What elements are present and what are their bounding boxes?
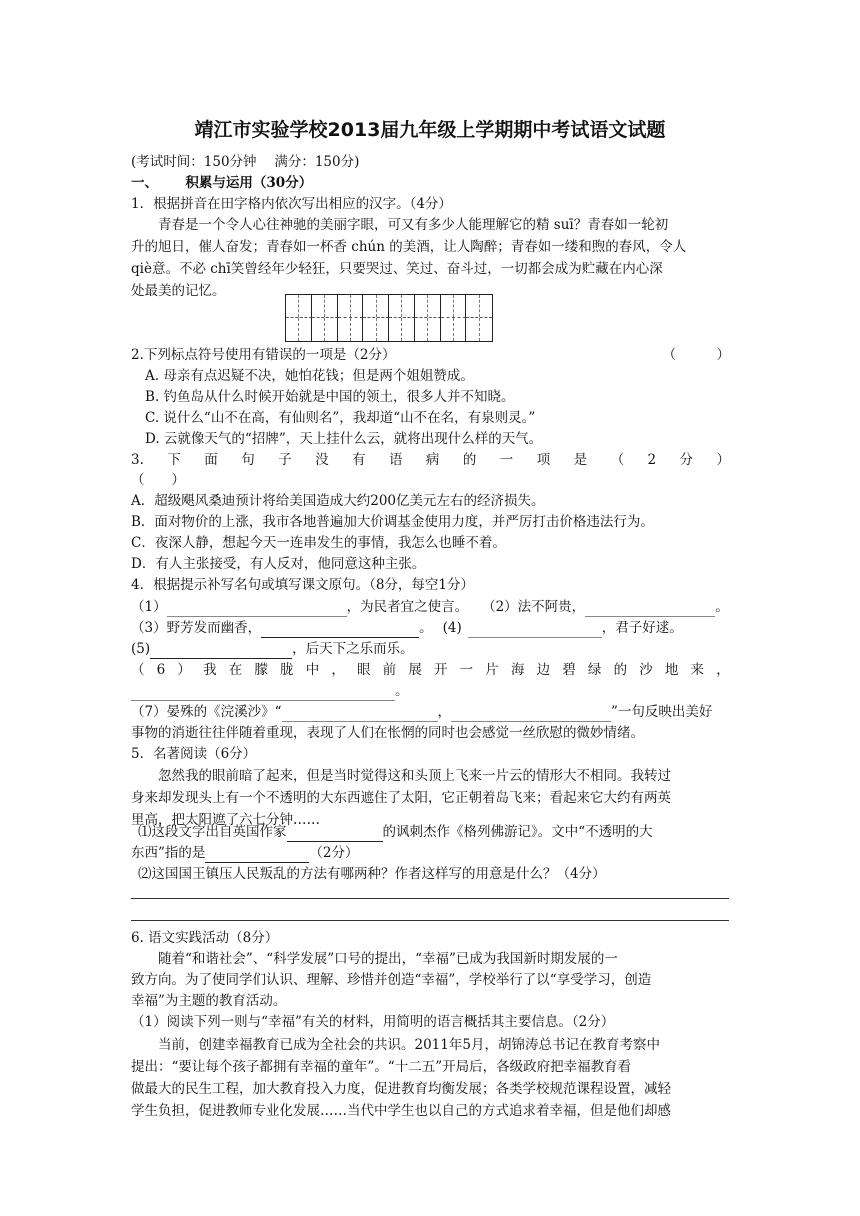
q3-stem-char: 子 bbox=[278, 452, 292, 468]
q3-stem-char: 病 bbox=[425, 452, 440, 468]
q3-stem-char: 2 bbox=[647, 452, 657, 468]
q4-label: （3）野芳发而幽香， bbox=[131, 620, 262, 636]
section-number: 一、 bbox=[131, 175, 158, 191]
q3-stem bbox=[131, 450, 730, 470]
q4-blank[interactable] bbox=[585, 601, 715, 617]
answer-line[interactable] bbox=[131, 920, 729, 921]
q3-stem-char: 一 bbox=[499, 452, 514, 468]
q4-blank[interactable] bbox=[150, 643, 292, 659]
q4-char: ， bbox=[716, 662, 730, 678]
q3-stem-char: 面 bbox=[204, 452, 218, 468]
q3-stem-char: 3. bbox=[131, 452, 144, 468]
exam-info: (考试时间：150分钟 满分：150分) bbox=[131, 154, 360, 170]
q4-label: （1） bbox=[131, 599, 167, 615]
q3-stem-char: 有 bbox=[352, 452, 366, 468]
q6-material-line: 学生负担，促进教师专业化发展……当代中学生也以自己的方式追求着幸福，但是他们却感 bbox=[131, 1103, 671, 1119]
q2-stem: 2.下列标点符号使用有错误的一项是（2分） bbox=[131, 347, 396, 363]
q4-char: （ bbox=[131, 662, 145, 678]
q3-option-c: C．夜深人静，想起今天一连串发生的事情，我怎么也睡不着。 bbox=[131, 535, 506, 551]
q4-char: 绿 bbox=[587, 662, 602, 678]
q4-text: 。 bbox=[419, 620, 433, 636]
q4-label: (5) bbox=[131, 641, 151, 657]
q5-passage-line: 里高，把太阳遮了六七分钟…… bbox=[131, 812, 320, 828]
q5-text: 的讽刺杰作《格列佛游记》。文中“不透明的大 bbox=[382, 824, 653, 840]
q4-text: （2）法不阿贵， bbox=[482, 599, 586, 615]
q3-option-b: B．面对物价的上涨，我市各地普遍加大价调基金使用力度，并严厉打击价格违法行为。 bbox=[131, 514, 654, 530]
q4-char: 中 bbox=[305, 662, 320, 678]
grid-cell[interactable] bbox=[415, 318, 441, 341]
grid-cell[interactable] bbox=[338, 318, 364, 341]
grid-cell[interactable] bbox=[466, 318, 492, 341]
q2-option-d: D. 云就像天气的“招牌”，天上挂什么云，就将出现什么样的天气。 bbox=[145, 431, 543, 447]
exam-title: 靖江市实验学校2013届九年级上学期期中考试语文试题 bbox=[194, 119, 666, 141]
q4-char: 展 bbox=[408, 662, 422, 678]
q4-blank[interactable] bbox=[261, 622, 419, 638]
q4-char: 前 bbox=[382, 662, 397, 678]
q4-char: 边 bbox=[536, 662, 551, 678]
q6-material-line: 提出：“要让每个孩子都拥有幸福的童年”。“十二五”开局后，各级政府把幸福教育看 bbox=[131, 1059, 632, 1075]
grid-cell[interactable] bbox=[466, 295, 492, 318]
q3-stem-char: 是 bbox=[573, 452, 588, 468]
q1-passage-line: qiè意。不必 chī笑曾经年少轻狂，只要哭过、笑过、奋斗过，一切都会成为贮藏在内心深 bbox=[131, 261, 663, 277]
q4-char: 胧 bbox=[280, 662, 294, 678]
q4-char: 一 bbox=[459, 662, 474, 678]
q4-stem: 4．根据提示补写名句或填写课文原句。（8分，每空1分） bbox=[131, 577, 475, 593]
q4-blank[interactable] bbox=[167, 601, 347, 617]
q1-stem: 1．根据拼音在田字格内依次写出相应的汉字。（4分） bbox=[131, 196, 452, 212]
q5-text: （2分） bbox=[309, 845, 359, 861]
q6-material-line: 做最大的民生工程，加大教育投入力度，促进教育均衡发展；各类学校规范课程设置，减轻 bbox=[131, 1081, 671, 1097]
section-title: 积累与运用（30分） bbox=[185, 175, 313, 191]
grid-cell[interactable] bbox=[338, 295, 364, 318]
q4-line-1 bbox=[131, 597, 730, 617]
grid-cell[interactable] bbox=[312, 295, 338, 318]
q5-sub1-cont bbox=[131, 843, 730, 863]
q3-option-a: A．超级飓风桑迪预计将给美国造成大约200亿美元左右的经济损失。 bbox=[131, 493, 545, 509]
q4-blank[interactable] bbox=[282, 706, 438, 722]
q3-option-d: D．有人主张接受，有人反对，他同意这种主张。 bbox=[131, 556, 426, 572]
grid-cell[interactable] bbox=[441, 295, 467, 318]
grid-cell[interactable] bbox=[389, 318, 415, 341]
q3-stem-char: （ bbox=[610, 452, 625, 468]
q4-char: 眼 bbox=[357, 662, 371, 678]
q5-text: 东西”指的是 bbox=[131, 845, 206, 861]
q3-stem-char: 的 bbox=[462, 452, 477, 468]
q5-passage-line: 忽然我的眼前暗了起来，但是当时觉得这和头顶上飞来一片云的情形大不相同。我转过 bbox=[131, 768, 671, 784]
q4-char: ） bbox=[177, 662, 191, 678]
q5-sub2: ⑵这国国王镇压人民叛乱的方法有哪两种？作者这样写的用意是什么？（4分） bbox=[138, 866, 606, 882]
q6-sub1: （1）阅读下列一则与“幸福”有关的材料，用简明的语言概括其主要信息。（2分） bbox=[131, 1014, 615, 1030]
q1-passage-line: 处最美的记忆。 bbox=[131, 283, 226, 299]
q4-char: ， bbox=[331, 662, 345, 678]
q4-char: 在 bbox=[228, 662, 243, 678]
grid-cell[interactable] bbox=[415, 295, 441, 318]
q4-text: ，为民者宜之使言。 bbox=[346, 599, 469, 615]
q4-text: ”一句反映出美好 bbox=[611, 704, 713, 720]
q6-material-line: 当前，创建幸福教育已成为全社会的共识。2011年5月，胡锦涛总书记在教育考察中 bbox=[131, 1037, 660, 1053]
q5-blank[interactable] bbox=[205, 847, 309, 863]
q4-blank[interactable] bbox=[131, 685, 395, 701]
grid-cell[interactable] bbox=[312, 318, 338, 341]
q2-option-b: B. 钓鱼岛从什么时候开始就是中国的领土，很多人并不知晓。 bbox=[145, 389, 515, 405]
grid-cell[interactable] bbox=[286, 318, 312, 341]
q2-option-a: A. 母亲有点迟疑不决，她怕花钱；但是两个姐姐赞成。 bbox=[145, 368, 474, 384]
q4-char: 来 bbox=[690, 662, 705, 678]
grid-cell[interactable] bbox=[441, 318, 467, 341]
q1-passage-line: 青春是一个令人心往神驰的美丽字眼，可又有多少人能理解它的精 suī？青春如一轮初 bbox=[131, 217, 669, 233]
section-heading bbox=[131, 173, 730, 193]
q6-stem: 6. 语文实践活动（8分） bbox=[131, 930, 279, 946]
q2-stem-line bbox=[131, 345, 730, 365]
q4-char: 开 bbox=[433, 662, 448, 678]
q4-text: 。 bbox=[395, 683, 409, 699]
q4-label: (4) bbox=[442, 620, 462, 636]
q4-text: ，君子好逑。 bbox=[601, 620, 683, 636]
tianzige-grid bbox=[285, 294, 493, 342]
q2-option-c: C. 说什么“山不在高，有仙则名”，我却道“山不在名，有泉则灵。” bbox=[145, 410, 536, 426]
q6-intro-line: 致方向。为了使同学们认识、理解、珍惜并创造“幸福”，学校举行了以“享受学习，创造 bbox=[131, 972, 652, 988]
q3-stem-char: 没 bbox=[315, 452, 329, 468]
q3-stem-char: 句 bbox=[241, 452, 255, 468]
grid-cell[interactable] bbox=[286, 295, 312, 318]
q4-char: 海 bbox=[510, 662, 525, 678]
q4-char: 地 bbox=[664, 662, 679, 678]
q3-stem-char: ） bbox=[716, 452, 730, 468]
q4-char: 沙 bbox=[639, 662, 653, 678]
q5-stem: 5．名著阅读（6分） bbox=[131, 746, 257, 762]
q5-blank[interactable] bbox=[287, 826, 383, 842]
q1-passage-line: 升的旭日，催人奋发；青春如一杯香 chún 的美酒，让人陶醉；青春如一缕和煦的春风，令人 bbox=[131, 239, 687, 255]
q4-line-2 bbox=[131, 618, 730, 638]
q2-answer-paren[interactable]: （ ） bbox=[662, 347, 730, 363]
q4-text: ， bbox=[437, 704, 451, 720]
q4-line-4-cont bbox=[131, 681, 730, 701]
q4-blank[interactable] bbox=[451, 706, 611, 722]
q3-stem-char: 分 bbox=[679, 452, 694, 468]
q6-intro-line: 幸福”为主题的教育活动。 bbox=[131, 993, 287, 1009]
q4-char: 朦 bbox=[254, 662, 268, 678]
q4-char: 的 bbox=[613, 662, 628, 678]
q6-intro-line: 随着“和谐社会”、“科学发展”口号的提出，“幸福”已成为我国新时期发展的一 bbox=[131, 951, 618, 967]
answer-line[interactable] bbox=[131, 898, 729, 899]
grid-cell[interactable] bbox=[363, 318, 389, 341]
q4-line-4 bbox=[131, 660, 730, 680]
q4-blank[interactable] bbox=[468, 622, 602, 638]
q3-stem-char: 项 bbox=[536, 452, 551, 468]
q4-char: 6 bbox=[156, 662, 166, 678]
q3-answer-paren[interactable]: （ ） bbox=[131, 472, 185, 488]
q5-passage-line: 身来却发现头上有一个不透明的大东西遮住了太阳，它正朝着岛飞来；看起来它大约有两英 bbox=[131, 790, 671, 806]
grid-cell[interactable] bbox=[363, 295, 389, 318]
q4-text: （7）晏殊的《浣溪沙》“ bbox=[131, 704, 282, 720]
q4-char: 碧 bbox=[562, 662, 576, 678]
q3-stem-char: 下 bbox=[167, 452, 181, 468]
grid-cell[interactable] bbox=[389, 295, 415, 318]
q5-text: ⑴这段文字出自英国作家 bbox=[138, 824, 287, 840]
q4-text: 。 bbox=[715, 599, 729, 615]
q4-char: 我 bbox=[203, 662, 217, 678]
q5-sub1 bbox=[138, 822, 730, 842]
q3-stem-char: 语 bbox=[388, 452, 403, 468]
q4-line-5-cont: 事物的消逝往往伴随着重现，表现了人们在怅惘的同时也会感觉一丝欣慰的微妙情绪。 bbox=[131, 725, 644, 741]
q4-char: 片 bbox=[485, 662, 499, 678]
q4-text: ，后天下之乐而乐。 bbox=[292, 641, 414, 657]
q4-line-3 bbox=[131, 639, 730, 659]
q4-line-5 bbox=[131, 702, 730, 722]
